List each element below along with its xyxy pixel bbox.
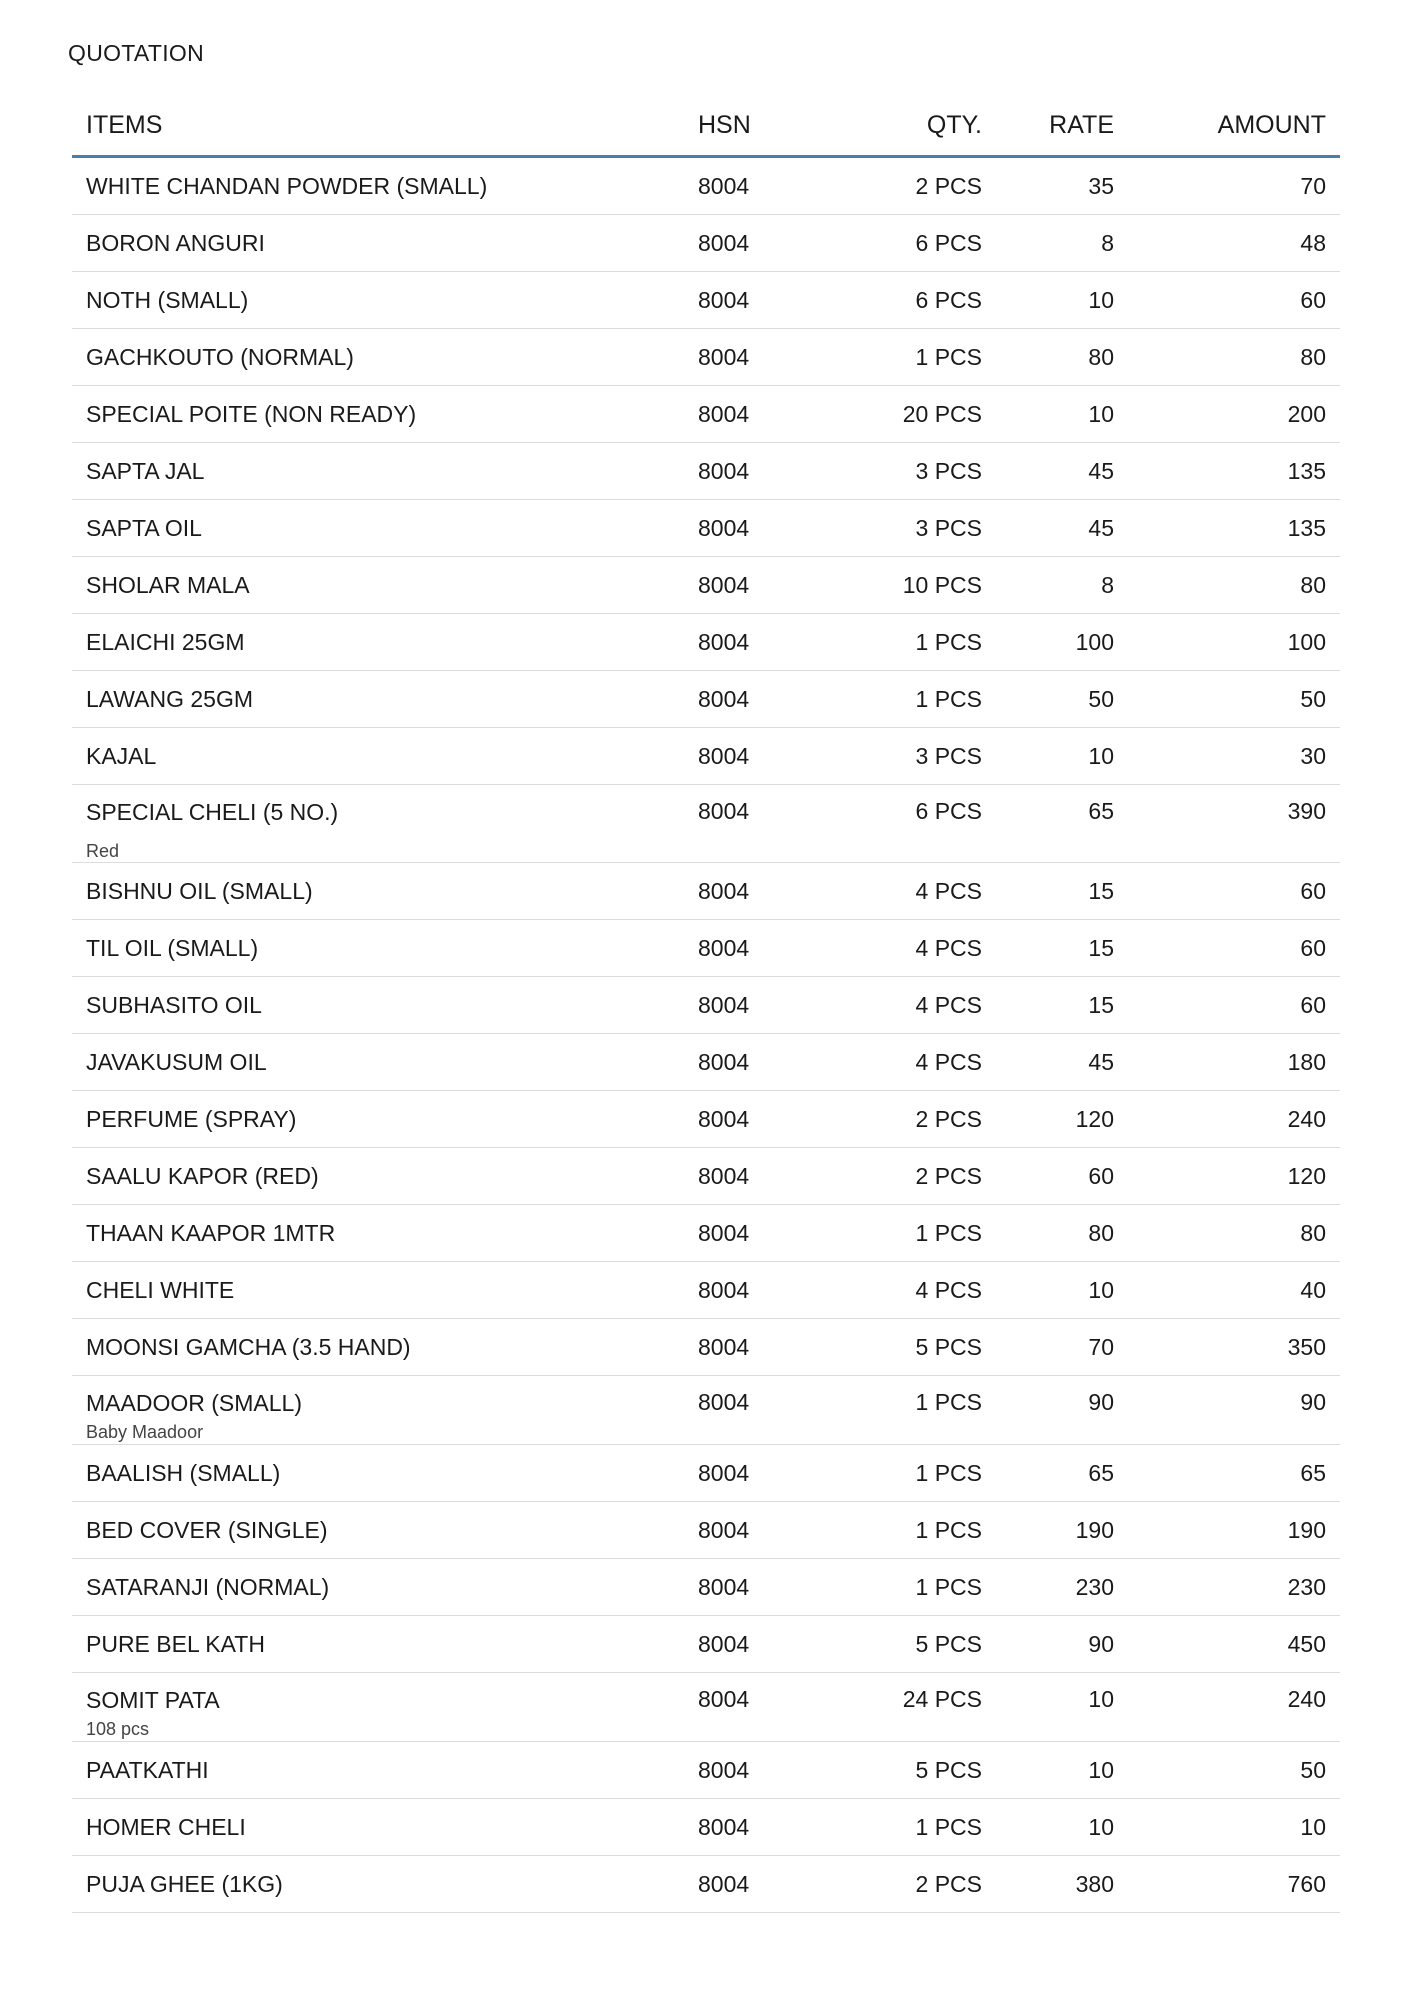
qty-cell: 5 PCS bbox=[844, 1319, 996, 1376]
table-row bbox=[72, 1673, 1340, 1742]
item-cell bbox=[72, 728, 684, 785]
amount-cell: 100 bbox=[1128, 614, 1340, 671]
item-name: BAALISH (SMALL) bbox=[86, 1460, 281, 1486]
hsn-cell: 8004 bbox=[684, 863, 844, 920]
item-name: TIL OIL (SMALL) bbox=[86, 935, 259, 961]
hsn-cell: 8004 bbox=[684, 1742, 844, 1799]
item-cell bbox=[72, 671, 684, 728]
table-header-row bbox=[72, 95, 1340, 157]
item-cell bbox=[72, 1262, 684, 1319]
amount-cell: 60 bbox=[1128, 920, 1340, 977]
item-name: WHITE CHANDAN POWDER (SMALL) bbox=[86, 173, 488, 199]
amount-cell: 10 bbox=[1128, 1799, 1340, 1856]
rate-cell: 15 bbox=[996, 977, 1128, 1034]
qty-cell: 1 PCS bbox=[844, 1559, 996, 1616]
qty-cell: 3 PCS bbox=[844, 500, 996, 557]
qty-cell: 6 PCS bbox=[844, 215, 996, 272]
table-row bbox=[72, 1742, 1340, 1799]
amount-cell: 50 bbox=[1128, 1742, 1340, 1799]
item-name: BORON ANGURI bbox=[86, 230, 265, 256]
item-cell bbox=[72, 1742, 684, 1799]
qty-cell: 1 PCS bbox=[844, 1799, 996, 1856]
item-cell bbox=[72, 1376, 684, 1445]
amount-cell: 230 bbox=[1128, 1559, 1340, 1616]
hsn-cell: 8004 bbox=[684, 977, 844, 1034]
item-cell bbox=[72, 386, 684, 443]
amount-cell: 50 bbox=[1128, 671, 1340, 728]
table-row bbox=[72, 671, 1340, 728]
item-name: SAPTA OIL bbox=[86, 515, 202, 541]
item-cell bbox=[72, 443, 684, 500]
header-hsn: HSN bbox=[684, 95, 844, 157]
item-name: SATARANJI (NORMAL) bbox=[86, 1574, 330, 1600]
hsn-cell: 8004 bbox=[684, 1616, 844, 1673]
amount-cell: 135 bbox=[1128, 500, 1340, 557]
item-name: LAWANG 25GM bbox=[86, 686, 253, 712]
hsn-cell: 8004 bbox=[684, 1205, 844, 1262]
amount-cell: 60 bbox=[1128, 977, 1340, 1034]
item-note: 108 pcs bbox=[86, 1719, 150, 1739]
hsn-cell: 8004 bbox=[684, 386, 844, 443]
amount-cell: 48 bbox=[1128, 215, 1340, 272]
rate-cell: 15 bbox=[996, 920, 1128, 977]
hsn-cell: 8004 bbox=[684, 272, 844, 329]
item-cell bbox=[72, 1616, 684, 1673]
rate-cell: 230 bbox=[996, 1559, 1128, 1616]
item-name: SHOLAR MALA bbox=[86, 572, 250, 598]
amount-cell: 240 bbox=[1128, 1091, 1340, 1148]
qty-cell: 20 PCS bbox=[844, 386, 996, 443]
hsn-cell: 8004 bbox=[684, 1034, 844, 1091]
table-row bbox=[72, 157, 1340, 215]
qty-cell: 4 PCS bbox=[844, 977, 996, 1034]
table-row bbox=[72, 785, 1340, 863]
rate-cell: 15 bbox=[996, 863, 1128, 920]
qty-cell: 1 PCS bbox=[844, 329, 996, 386]
item-cell bbox=[72, 785, 684, 863]
item-name: CHELI WHITE bbox=[86, 1277, 235, 1303]
item-name: BED COVER (SINGLE) bbox=[86, 1517, 328, 1543]
hsn-cell: 8004 bbox=[684, 1091, 844, 1148]
table-row bbox=[72, 215, 1340, 272]
qty-cell: 1 PCS bbox=[844, 1502, 996, 1559]
table-row bbox=[72, 863, 1340, 920]
hsn-cell: 8004 bbox=[684, 443, 844, 500]
amount-cell: 240 bbox=[1128, 1673, 1340, 1742]
rate-cell: 90 bbox=[996, 1616, 1128, 1673]
item-name: PURE BEL KATH bbox=[86, 1631, 265, 1657]
rate-cell: 8 bbox=[996, 557, 1128, 614]
item-name: SUBHASITO OIL bbox=[86, 992, 262, 1018]
item-name: SPECIAL POITE (NON READY) bbox=[86, 401, 417, 427]
item-name: PAATKATHI bbox=[86, 1757, 209, 1783]
rate-cell: 80 bbox=[996, 1205, 1128, 1262]
document-title: QUOTATION bbox=[68, 40, 205, 66]
amount-cell: 180 bbox=[1128, 1034, 1340, 1091]
amount-cell: 60 bbox=[1128, 863, 1340, 920]
item-cell bbox=[72, 1445, 684, 1502]
hsn-cell: 8004 bbox=[684, 500, 844, 557]
item-cell bbox=[72, 863, 684, 920]
rate-cell: 65 bbox=[996, 1445, 1128, 1502]
amount-cell: 80 bbox=[1128, 557, 1340, 614]
qty-cell: 1 PCS bbox=[844, 1205, 996, 1262]
hsn-cell: 8004 bbox=[684, 671, 844, 728]
item-name: MAADOOR (SMALL) bbox=[86, 1390, 302, 1416]
rate-cell: 10 bbox=[996, 1799, 1128, 1856]
qty-cell: 2 PCS bbox=[844, 1856, 996, 1913]
item-cell bbox=[72, 157, 684, 215]
qty-cell: 6 PCS bbox=[844, 785, 996, 863]
amount-cell: 190 bbox=[1128, 1502, 1340, 1559]
rate-cell: 10 bbox=[996, 1742, 1128, 1799]
header-qty: QTY. bbox=[844, 95, 996, 157]
table-row bbox=[72, 1799, 1340, 1856]
hsn-cell: 8004 bbox=[684, 1673, 844, 1742]
hsn-cell: 8004 bbox=[684, 157, 844, 215]
qty-cell: 1 PCS bbox=[844, 614, 996, 671]
rate-cell: 380 bbox=[996, 1856, 1128, 1913]
hsn-cell: 8004 bbox=[684, 1856, 844, 1913]
table-row bbox=[72, 920, 1340, 977]
table-row bbox=[72, 1148, 1340, 1205]
rate-cell: 10 bbox=[996, 728, 1128, 785]
qty-cell: 3 PCS bbox=[844, 728, 996, 785]
item-name: NOTH (SMALL) bbox=[86, 287, 249, 313]
table-row bbox=[72, 1091, 1340, 1148]
item-cell bbox=[72, 1502, 684, 1559]
item-cell bbox=[72, 1034, 684, 1091]
amount-cell: 350 bbox=[1128, 1319, 1340, 1376]
amount-cell: 390 bbox=[1128, 785, 1340, 863]
item-cell bbox=[72, 1205, 684, 1262]
rate-cell: 190 bbox=[996, 1502, 1128, 1559]
rate-cell: 10 bbox=[996, 272, 1128, 329]
header-rate: RATE bbox=[996, 95, 1128, 157]
hsn-cell: 8004 bbox=[684, 1319, 844, 1376]
table-row bbox=[72, 977, 1340, 1034]
hsn-cell: 8004 bbox=[684, 1559, 844, 1616]
amount-cell: 60 bbox=[1128, 272, 1340, 329]
rate-cell: 10 bbox=[996, 1262, 1128, 1319]
qty-cell: 4 PCS bbox=[844, 1034, 996, 1091]
table-row bbox=[72, 329, 1340, 386]
rate-cell: 35 bbox=[996, 157, 1128, 215]
qty-cell: 2 PCS bbox=[844, 157, 996, 215]
item-name: THAAN KAAPOR 1MTR bbox=[86, 1220, 336, 1246]
rate-cell: 120 bbox=[996, 1091, 1128, 1148]
item-name: SAALU KAPOR (RED) bbox=[86, 1163, 319, 1189]
rate-cell: 70 bbox=[996, 1319, 1128, 1376]
amount-cell: 80 bbox=[1128, 1205, 1340, 1262]
amount-cell: 120 bbox=[1128, 1148, 1340, 1205]
amount-cell: 40 bbox=[1128, 1262, 1340, 1319]
rate-cell: 100 bbox=[996, 614, 1128, 671]
rate-cell: 60 bbox=[996, 1148, 1128, 1205]
table-row bbox=[72, 1616, 1340, 1673]
item-cell bbox=[72, 1559, 684, 1616]
hsn-cell: 8004 bbox=[684, 728, 844, 785]
item-cell bbox=[72, 1673, 684, 1742]
table-row bbox=[72, 614, 1340, 671]
qty-cell: 4 PCS bbox=[844, 920, 996, 977]
item-name: BISHNU OIL (SMALL) bbox=[86, 878, 313, 904]
qty-cell: 2 PCS bbox=[844, 1148, 996, 1205]
item-note: Red bbox=[86, 841, 120, 861]
items-table bbox=[72, 95, 1340, 1913]
hsn-cell: 8004 bbox=[684, 1502, 844, 1559]
table-row bbox=[72, 386, 1340, 443]
hsn-cell: 8004 bbox=[684, 557, 844, 614]
item-cell bbox=[72, 1319, 684, 1376]
qty-cell: 1 PCS bbox=[844, 671, 996, 728]
table-body bbox=[72, 157, 1340, 1913]
amount-cell: 760 bbox=[1128, 1856, 1340, 1913]
table-row bbox=[72, 728, 1340, 785]
hsn-cell: 8004 bbox=[684, 785, 844, 863]
table-row bbox=[72, 1034, 1340, 1091]
header-items: ITEMS bbox=[72, 95, 684, 157]
amount-cell: 200 bbox=[1128, 386, 1340, 443]
table-row bbox=[72, 1856, 1340, 1913]
rate-cell: 50 bbox=[996, 671, 1128, 728]
item-name: SPECIAL CHELI (5 NO.) bbox=[86, 799, 339, 825]
hsn-cell: 8004 bbox=[684, 1799, 844, 1856]
amount-cell: 450 bbox=[1128, 1616, 1340, 1673]
rate-cell: 45 bbox=[996, 1034, 1128, 1091]
amount-cell: 70 bbox=[1128, 157, 1340, 215]
table-row bbox=[72, 1445, 1340, 1502]
amount-cell: 30 bbox=[1128, 728, 1340, 785]
item-name: GACHKOUTO (NORMAL) bbox=[86, 344, 354, 370]
item-cell bbox=[72, 977, 684, 1034]
hsn-cell: 8004 bbox=[684, 1445, 844, 1502]
amount-cell: 80 bbox=[1128, 329, 1340, 386]
rate-cell: 10 bbox=[996, 1673, 1128, 1742]
table-row bbox=[72, 443, 1340, 500]
item-cell bbox=[72, 500, 684, 557]
item-cell bbox=[72, 1091, 684, 1148]
item-cell bbox=[72, 1856, 684, 1913]
hsn-cell: 8004 bbox=[684, 1262, 844, 1319]
item-name: PERFUME (SPRAY) bbox=[86, 1106, 297, 1132]
rate-cell: 65 bbox=[996, 785, 1128, 863]
table-row bbox=[72, 557, 1340, 614]
amount-cell: 90 bbox=[1128, 1376, 1340, 1445]
amount-cell: 65 bbox=[1128, 1445, 1340, 1502]
item-cell bbox=[72, 1148, 684, 1205]
qty-cell: 4 PCS bbox=[844, 1262, 996, 1319]
hsn-cell: 8004 bbox=[684, 215, 844, 272]
item-name: KAJAL bbox=[86, 743, 157, 769]
table-row bbox=[72, 1559, 1340, 1616]
qty-cell: 5 PCS bbox=[844, 1742, 996, 1799]
qty-cell: 6 PCS bbox=[844, 272, 996, 329]
qty-cell: 1 PCS bbox=[844, 1376, 996, 1445]
qty-cell: 2 PCS bbox=[844, 1091, 996, 1148]
table-row bbox=[72, 1262, 1340, 1319]
header-amount: AMOUNT bbox=[1128, 95, 1340, 157]
rate-cell: 10 bbox=[996, 386, 1128, 443]
hsn-cell: 8004 bbox=[684, 1148, 844, 1205]
rate-cell: 8 bbox=[996, 215, 1128, 272]
item-cell bbox=[72, 329, 684, 386]
table-row bbox=[72, 1319, 1340, 1376]
hsn-cell: 8004 bbox=[684, 1376, 844, 1445]
rate-cell: 45 bbox=[996, 500, 1128, 557]
amount-cell: 135 bbox=[1128, 443, 1340, 500]
item-cell bbox=[72, 557, 684, 614]
table-row bbox=[72, 1376, 1340, 1445]
item-cell bbox=[72, 614, 684, 671]
rate-cell: 90 bbox=[996, 1376, 1128, 1445]
item-name: JAVAKUSUM OIL bbox=[86, 1049, 267, 1075]
hsn-cell: 8004 bbox=[684, 920, 844, 977]
hsn-cell: 8004 bbox=[684, 614, 844, 671]
item-name: SAPTA JAL bbox=[86, 458, 205, 484]
rate-cell: 80 bbox=[996, 329, 1128, 386]
hsn-cell: 8004 bbox=[684, 329, 844, 386]
table-row bbox=[72, 1502, 1340, 1559]
qty-cell: 3 PCS bbox=[844, 443, 996, 500]
qty-cell: 10 PCS bbox=[844, 557, 996, 614]
item-cell bbox=[72, 215, 684, 272]
item-name: PUJA GHEE (1KG) bbox=[86, 1871, 283, 1897]
item-cell bbox=[72, 920, 684, 977]
item-name: HOMER CHELI bbox=[86, 1814, 246, 1840]
item-name: MOONSI GAMCHA (3.5 HAND) bbox=[86, 1334, 411, 1360]
table-row bbox=[72, 272, 1340, 329]
item-note: Baby Maadoor bbox=[86, 1422, 204, 1442]
rate-cell: 45 bbox=[996, 443, 1128, 500]
qty-cell: 5 PCS bbox=[844, 1616, 996, 1673]
item-cell bbox=[72, 272, 684, 329]
item-name: SOMIT PATA bbox=[86, 1687, 220, 1713]
item-name: ELAICHI 25GM bbox=[86, 629, 245, 655]
item-cell bbox=[72, 1799, 684, 1856]
qty-cell: 4 PCS bbox=[844, 863, 996, 920]
qty-cell: 24 PCS bbox=[844, 1673, 996, 1742]
table-row bbox=[72, 1205, 1340, 1262]
table-row bbox=[72, 500, 1340, 557]
qty-cell: 1 PCS bbox=[844, 1445, 996, 1502]
